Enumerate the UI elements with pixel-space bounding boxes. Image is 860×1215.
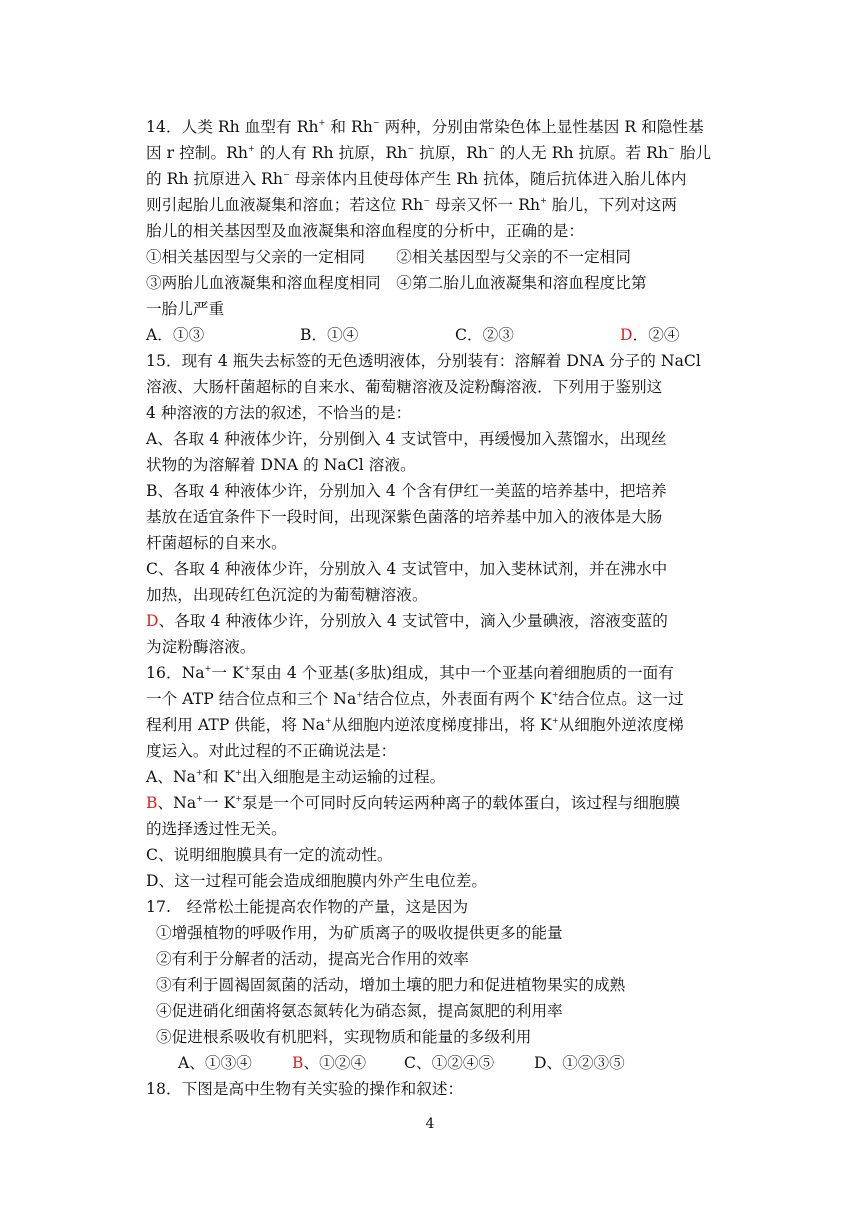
superscript: + [551, 716, 559, 725]
q14-text: 两种，分别由常染色体上显性基因 R 和隐性基 [379, 118, 704, 136]
answer-mark: B [292, 1054, 304, 1072]
option-a: A．①③ [146, 326, 205, 344]
superscript: + [235, 768, 242, 777]
page-content [146, 114, 712, 1102]
q14-text: 母亲体内且使母体产生 Rh 抗体，随后抗体进入胎儿体内 [289, 170, 687, 188]
q14-line-4 [146, 192, 706, 218]
q16-text: 、Na [157, 794, 197, 812]
q14-text: 14．人类 Rh 血型有 Rh [146, 118, 319, 136]
option-d [620, 322, 680, 348]
option-d: D、①②③⑤ [534, 1054, 625, 1072]
q14-statement-3-4: ③两胎儿血液凝集和溶血程度相同 ④第二胎儿血液凝集和溶血程度比第 [146, 274, 647, 292]
q16-text: 从细胞外逆浓度梯 [558, 716, 684, 734]
superscript: + [325, 716, 332, 725]
q16-text: A、Na [146, 768, 196, 786]
answer-mark: D [620, 326, 633, 344]
question-14 [146, 114, 712, 348]
q15-option-b-2: 基放在适宜条件下一段时间，出现深紫色菌落的培养基中加入的液体是大肠 [146, 508, 663, 526]
q16-line-4: 度运入。对此过程的不正确说法是： [146, 742, 397, 760]
q14-line-3 [146, 166, 706, 192]
answer-mark: B [146, 794, 158, 812]
q16-option-d: D、这一过程可能会造成细胞膜内外产生电位差。 [146, 872, 488, 890]
q16-text: 程利用 ATP 供能，将 Na [146, 716, 326, 734]
q17-options [146, 1050, 706, 1076]
q14-text: 的人有 Rh 抗原，Rh [254, 144, 408, 162]
q16-line-1 [146, 660, 706, 686]
q14-text: 和 Rh [325, 118, 373, 136]
q15-text: 、各取 4 种液体少许，分别放入 4 支试管中，滴入少量碘液，溶液变蓝的 [158, 612, 668, 630]
superscript: − [372, 118, 380, 127]
option-a: A、①③④ [178, 1054, 252, 1072]
superscript: + [551, 690, 559, 699]
superscript: + [356, 690, 364, 699]
q16-option-a [146, 764, 706, 790]
q16-line-3 [146, 712, 706, 738]
q16-text: 结合位点。这一过 [558, 690, 684, 708]
q14-text: 母亲又怀一 Rh [429, 196, 541, 214]
question-16 [146, 660, 706, 894]
q17-item-3: ③有利于圆褐固氮菌的活动，增加土壤的肥力和促进植物果实的成熟 [156, 976, 626, 994]
superscript: + [247, 144, 255, 153]
q16-text: 16．Na [146, 664, 205, 682]
q14-text: 胎儿，下列对这两 [546, 196, 678, 214]
q14-text: 胎儿 [674, 144, 712, 162]
answer-mark: D [146, 612, 159, 630]
question-17 [146, 894, 706, 1076]
q16-option-c: C、说明细胞膜具有一定的流动性。 [146, 846, 393, 864]
option-b-text: 、①②④ [303, 1054, 367, 1072]
q15-option-d-2: 为淀粉酶溶液。 [146, 638, 256, 656]
question-15 [146, 348, 706, 660]
superscript: + [540, 196, 547, 205]
superscript: + [196, 794, 203, 803]
q16-text: 和 K [202, 768, 236, 786]
q16-text: 一个 ATP 结合位点和三个 Na [146, 690, 357, 708]
superscript: + [204, 664, 212, 673]
superscript: + [243, 664, 251, 673]
q16-option-b-1 [146, 790, 706, 816]
superscript: + [196, 768, 203, 777]
q16-text: 结合位点，外表面有两个 K [363, 690, 552, 708]
q16-text: 从细胞内逆浓度梯度排出，将 K [331, 716, 552, 734]
option-d-text: ．②④ [632, 326, 680, 344]
question-18 [146, 1076, 706, 1102]
q14-statement-4-cont: 一胎儿严重 [146, 300, 225, 318]
page-number: 4 [425, 1116, 435, 1132]
q15-option-c-1: C、各取 4 种液体少许，分别放入 4 支试管中，加入斐林试剂，并在沸水中 [146, 560, 668, 578]
q14-line-5: 胎儿的相关基因型及血液凝集和溶血程度的分析中，正确的是： [146, 222, 585, 240]
q15-option-d-1 [146, 608, 706, 634]
q14-text: 因 r 控制。Rh [146, 144, 248, 162]
q17-item-5: ⑤促进根系吸收有机肥料，实现物质和能量的多级利用 [156, 1028, 532, 1046]
option-c: C、①②④⑤ [404, 1054, 495, 1072]
q17-item-4: ④促进硝化细菌将氨态氮转化为硝态氮，提高氮肥的利用率 [156, 1002, 563, 1020]
q15-option-b-3: 杆菌超标的自来水。 [146, 534, 287, 552]
superscript: + [318, 118, 326, 127]
q14-statement-1-2: ①相关基因型与父亲的一定相同 ②相关基因型与父亲的不一定相同 [146, 248, 631, 266]
superscript: − [407, 144, 415, 153]
q15-option-a-2: 状物的为溶解着 DNA 的 NaCl 溶液。 [146, 456, 416, 474]
q15-line-1: 15．现有 4 瓶失去标签的无色透明液体，分别装有：溶解着 DNA 分子的 NaCl [146, 352, 701, 370]
q16-text: 出入细胞是主动运输的过程。 [241, 768, 446, 786]
q16-line-2 [146, 686, 706, 712]
q16-text: 泵是一个可同时反向转运两种离子的载体蛋白，该过程与细胞膜 [242, 794, 681, 812]
q14-line-2 [146, 140, 712, 166]
q15-option-a-1: A、各取 4 种液体少许，分别倒入 4 支试管中，再缓慢加入蒸馏水，出现丝 [146, 430, 667, 448]
option-b [292, 1050, 404, 1076]
q17-item-1: ①增强植物的呼吸作用，为矿质离子的吸收提供更多的能量 [156, 924, 563, 942]
q18-line-1: 18．下图是高中生物有关实验的操作和叙述： [146, 1080, 464, 1098]
q16-text: 一 K [211, 664, 244, 682]
q15-option-b-1: B、各取 4 种液体少许，分别加入 4 个含有伊红一美蓝的培养基中，把培养 [146, 482, 667, 500]
q15-line-2: 溶液、大肠杆菌超标的自来水、葡萄糖溶液及淀粉酶溶液．下列用于鉴别这 [146, 378, 663, 396]
q15-line-3: 4 种溶液的方法的叙述，不恰当的是： [146, 404, 412, 422]
option-c: C．②③ [455, 326, 514, 344]
q14-options [146, 322, 706, 348]
q14-text: 的人无 Rh 抗原。若 Rh [494, 144, 669, 162]
q15-option-c-2: 加热，出现砖红色沉淀的为葡萄糖溶液。 [146, 586, 428, 604]
superscript: − [668, 144, 675, 153]
q16-text: 一 K [202, 794, 236, 812]
q16-text: 泵由 4 个亚基(多肽)组成，其中一个亚基向着细胞质的一面有 [250, 664, 674, 682]
q14-line-1 [146, 114, 706, 140]
q17-line-1: 17. 经常松土能提高农作物的产量，这是因为 [146, 898, 469, 916]
q14-text: 则引起胎儿血液凝集和溶血；若这位 Rh [146, 196, 424, 214]
superscript: − [423, 196, 430, 205]
q17-item-2: ②有利于分解者的活动，提高光合作用的效率 [156, 950, 469, 968]
q16-option-b-2: 的选择透过性无关。 [146, 820, 287, 838]
superscript: + [235, 794, 243, 803]
superscript: − [488, 144, 495, 153]
superscript: − [283, 170, 290, 179]
q14-text: 抗原，Rh [414, 144, 488, 162]
q14-text: 的 Rh 抗原进入 Rh [146, 170, 284, 188]
option-b: B．①④ [300, 326, 359, 344]
